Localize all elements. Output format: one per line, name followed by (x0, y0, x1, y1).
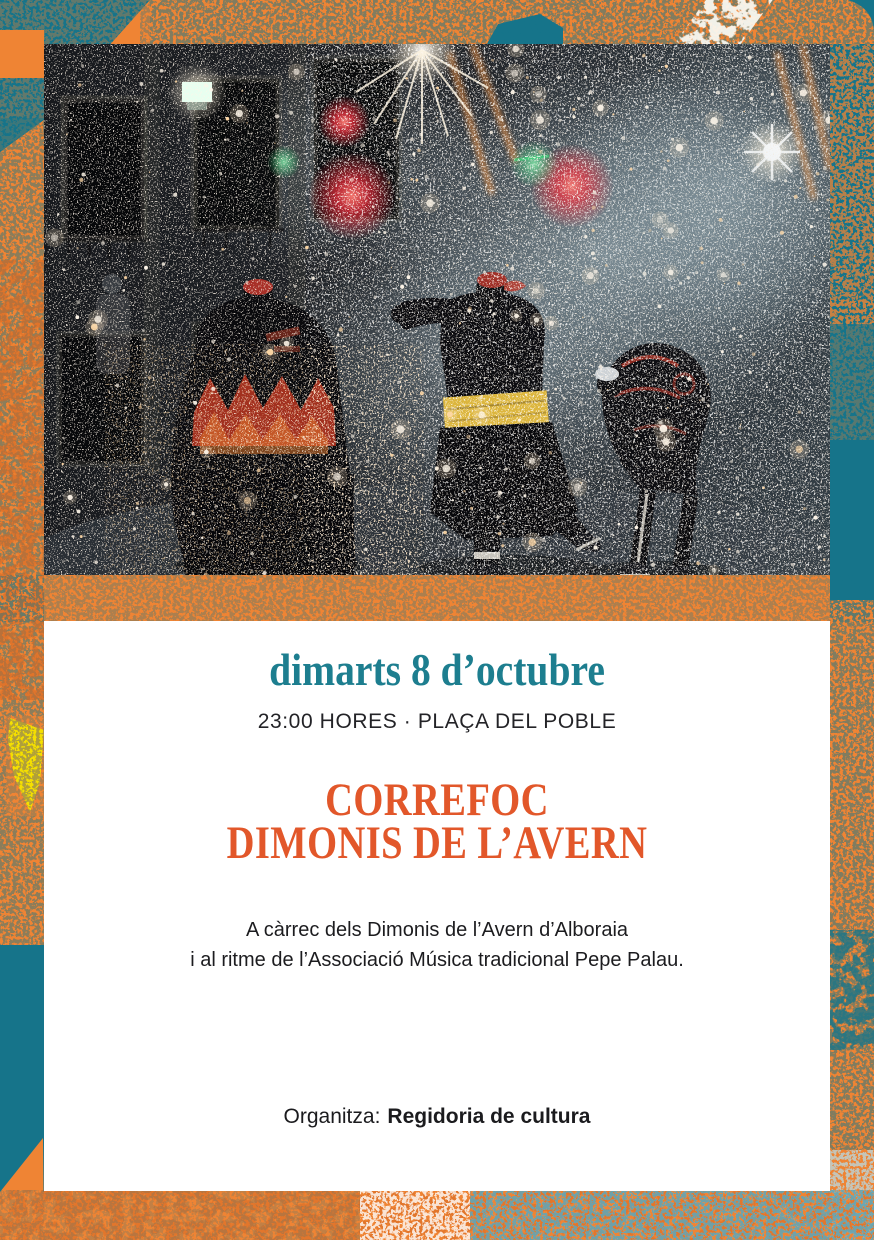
tx-right-col (830, 600, 874, 1240)
event-date: dimarts 8 d’octubre (269, 645, 605, 695)
event-description (84, 915, 790, 975)
tx-bottom-left (0, 1190, 360, 1240)
tx-left-col-dark (0, 260, 44, 700)
event-description-line1: A càrrec dels Dimonis de l’Avern d’Alboraia (245, 919, 629, 942)
tx-right-mid (830, 300, 874, 440)
event-photo (44, 44, 830, 575)
organizer-label: Organitza: (283, 1105, 381, 1129)
photo-scene (44, 44, 830, 575)
tx-bottom-teal (470, 1190, 874, 1240)
tx-right-teal-patch (830, 930, 874, 1050)
spark-noise-warm (104, 344, 424, 575)
event-description-line2: i al ritme de l’Associació Música tradicional Pepe Palau. (190, 949, 684, 972)
event-time-place: 23:00 HORES · PLAÇA DEL POBLE (257, 709, 617, 733)
info-card (44, 621, 830, 1191)
tx-right-top (830, 44, 874, 324)
event-title-line2: DIMONIS DE L’AVERN (226, 817, 648, 870)
event-title-line1: CORREFOC (325, 773, 549, 826)
tx-gap-band (0, 575, 874, 622)
organizer-name: Regidoria de cultura (387, 1105, 591, 1129)
organizer-line (44, 1105, 830, 1129)
event-title (115, 773, 760, 870)
tx-kite (6, 716, 46, 816)
